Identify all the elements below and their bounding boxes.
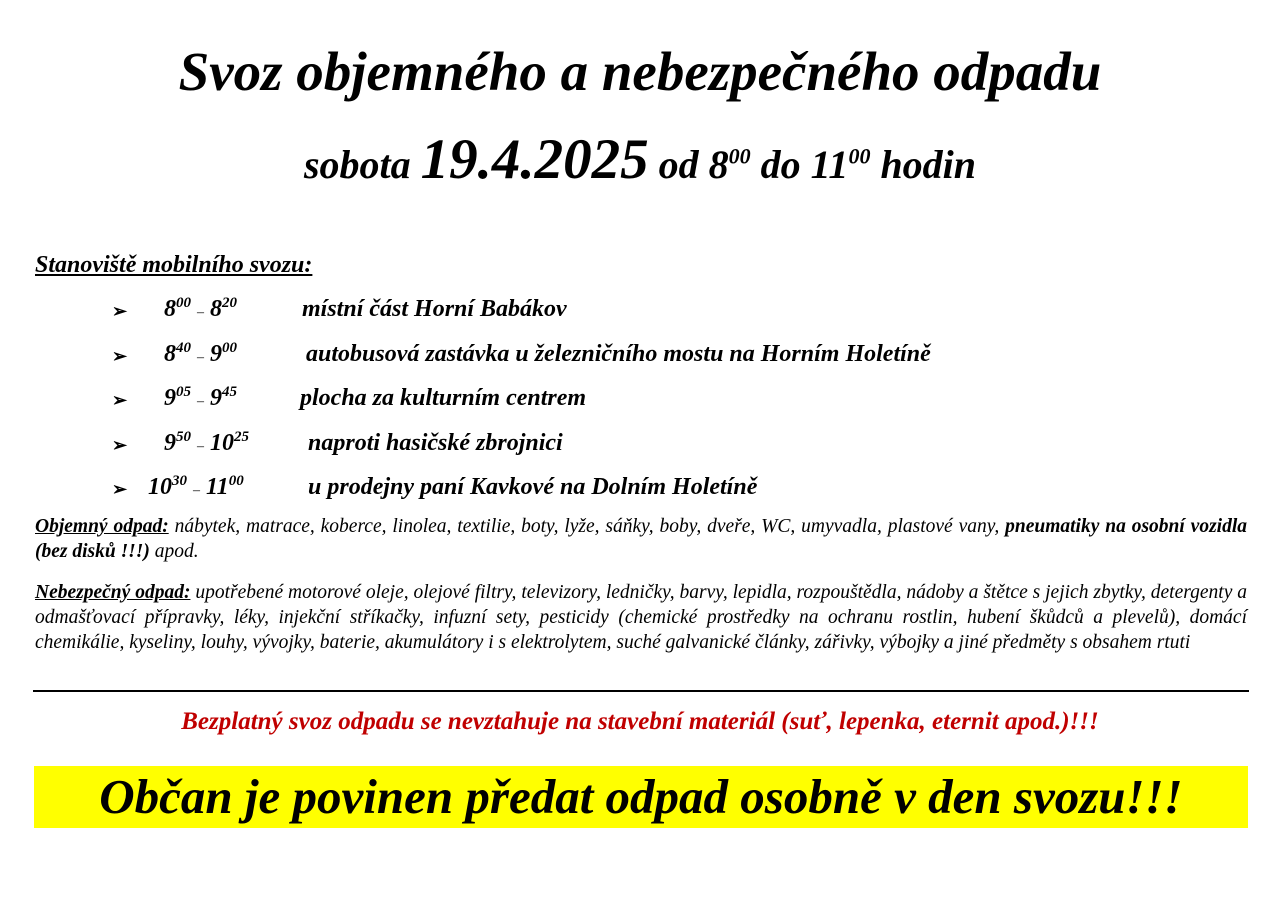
bulky-waste-tires: pneumatiky na osobní vozidla (bez disků !!!)	[35, 516, 1248, 562]
page-title: Svoz objemného a nebezpečného odpadu	[178, 41, 1102, 102]
arrow-bullet-icon: ➢	[112, 390, 128, 410]
station-item	[0, 381, 1280, 426]
station-end-minute: 20	[222, 295, 237, 311]
station-start-minute: 50	[176, 428, 191, 445]
collection-date: 19.4.2025	[420, 128, 649, 191]
station-time	[164, 381, 237, 419]
bulky-waste-label: Objemný odpad:	[35, 516, 169, 537]
arrow-bullet-icon: ➢	[112, 434, 128, 455]
end-minute: 00	[848, 143, 871, 169]
construction-notice: Bezplatný svoz odpadu se nevztahuje na stavební materiál (suť, lepenka, eternit apod.)!!!	[181, 708, 1099, 735]
date-time-line	[0, 128, 1280, 197]
hazardous-waste-paragraph	[35, 580, 1247, 655]
station-end-minute: 00	[228, 473, 244, 489]
station-end-hour: 10	[210, 429, 234, 456]
start-minute: 00	[728, 143, 751, 169]
start-hour: 8	[708, 142, 729, 187]
time-dash: –	[197, 394, 204, 409]
station-place: místní část Horní Babákov	[302, 296, 567, 322]
bulky-waste-text: nábytek, matrace, koberce, linolea, textilie, boty, lyže, sáňky, boby, dveře, WC, umyvadla, plastové vany,	[174, 516, 1000, 537]
hazardous-waste-label: Nebezpečný odpad:	[35, 582, 191, 603]
station-end-hour: 8	[210, 296, 222, 322]
station-end-hour: 9	[210, 385, 222, 411]
time-dash: –	[197, 349, 204, 365]
station-place: autobusová zastávka u železničního mostu na Horním Holetíně	[306, 340, 931, 367]
station-end-minute: 25	[234, 428, 249, 445]
station-start-minute: 00	[176, 295, 191, 311]
station-end-minute: 45	[222, 384, 237, 400]
hazardous-waste-text: upotřebené motorové oleje, olejové filtry, televizory, ledničky, barvy, lepidla, rozpouštědla, nádoby a štětce s jejich zbytky, detergenty a odmašťovací přípravky, léky, injekční stříkačky, infuzní sety, pesticidy (chemické prostředky na ochranu rostlin, hubení škůdců a plevelů), domácí chemikálie, kyseliny, louhy, vývojky, baterie, akumulátory i s elektrolytem, suché galvanické články, zářivky, výbojky a jiné předměty s obsahem rtuti	[35, 582, 1248, 653]
station-place: naproti hasičské zbrojnici	[308, 429, 563, 456]
arrow-bullet-icon: ➢	[112, 301, 128, 321]
station-end-hour: 9	[210, 340, 222, 367]
hours-label: hodin	[880, 142, 977, 187]
divider-line	[33, 690, 1249, 692]
stations-heading: Stanoviště mobilního svozu:	[35, 252, 313, 278]
time-dash: –	[193, 483, 200, 498]
station-place: plocha za kulturním centrem	[300, 385, 587, 411]
station-place: u prodejny paní Kavkové na Dolním Holetíně	[308, 474, 758, 500]
station-item	[0, 292, 1280, 337]
station-start-minute: 40	[176, 339, 191, 356]
station-time	[164, 426, 249, 464]
station-time	[148, 470, 244, 508]
highlight-banner: Občan je povinen předat odpad osobně v den svozu!!!	[34, 766, 1248, 828]
station-start-hour: 8	[164, 296, 176, 322]
station-item	[0, 426, 1280, 471]
time-dash: –	[197, 438, 204, 454]
bulky-waste-paragraph	[35, 514, 1247, 564]
station-item	[0, 470, 1280, 515]
end-hour: 11	[810, 142, 849, 187]
station-time	[164, 292, 237, 330]
to-label: do	[760, 142, 801, 187]
station-start-minute: 30	[172, 473, 187, 489]
from-label: od	[658, 142, 699, 187]
time-dash: –	[197, 305, 204, 320]
station-start-hour: 9	[164, 429, 176, 456]
station-end-hour: 11	[206, 474, 229, 500]
day-label: sobota	[303, 142, 411, 187]
station-start-hour: 8	[164, 340, 176, 367]
arrow-bullet-icon: ➢	[112, 345, 128, 366]
bulky-waste-tail: apod.	[154, 541, 199, 562]
station-end-minute: 00	[222, 339, 237, 356]
station-start-hour: 10	[148, 474, 172, 500]
station-item	[0, 337, 1280, 382]
station-start-minute: 05	[176, 384, 191, 400]
station-start-hour: 9	[164, 385, 176, 411]
arrow-bullet-icon: ➢	[112, 479, 128, 499]
station-time	[164, 337, 237, 375]
station-list	[0, 292, 1280, 515]
